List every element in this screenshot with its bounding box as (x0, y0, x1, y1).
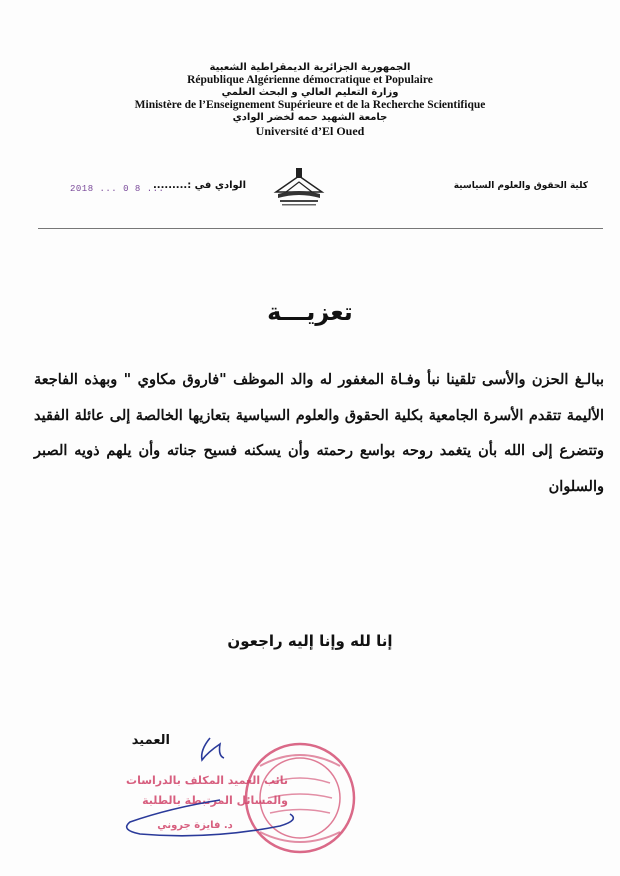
stamp-line-2: والمسائل المرتبطة بالطلبة (142, 794, 288, 807)
signatory-title: العميد (131, 733, 170, 748)
republic-arabic: الجمهورية الجزائرية الديمقراطية الشعبية (209, 62, 411, 73)
republic-french: République Algérienne démocratique et Populaire (187, 74, 433, 86)
university-arabic: جامعة الشهيد حمه لخضر الوادي (232, 112, 388, 123)
faculty-name: كلية الحقوق والعلوم السياسية (453, 181, 588, 191)
document-title: تعزيـــة (267, 298, 353, 326)
date-label: الوادي في :......... (153, 180, 246, 191)
condolence-body: ببالـغ الحزن والأسى تلقينا نبأ وفـاة المغفور له والد الموظف "فاروق مكاوي " وبهذه الفاجعة الأليمة تتقدم الأسرة الجامعية بكلية الحقوق والعلوم السياسية بتعازيها الخالصة إلى عائلة الفقيد وتتضرع إلى الله بأن يتغمد روحه بواسع رحمته وأن يسكنه فسيح جناته وأن يلهم ذويه الصبر والسلوان (34, 371, 604, 495)
header-divider (38, 228, 603, 229)
stamp-line-1: نائب العميد المكلف بالدراسات (126, 774, 288, 787)
ministry-french: Ministère de l’Enseignement Supérieure et de la Recherche Scientifique (134, 99, 486, 111)
university-logo-icon (268, 162, 330, 208)
closing-phrase: إنا لله وإنا إليه راجعون (227, 632, 393, 650)
handwritten-signature-icon (100, 730, 340, 850)
letterhead (0, 62, 620, 138)
stamp-name: د. فايزة جروني (157, 820, 233, 831)
university-french: Université d’El Oued (255, 124, 365, 138)
date-stamp: 2018 ... 0 8 ... (70, 184, 165, 194)
ministry-arabic: وزارة التعليم العالي و البحث العلمي (221, 87, 399, 98)
